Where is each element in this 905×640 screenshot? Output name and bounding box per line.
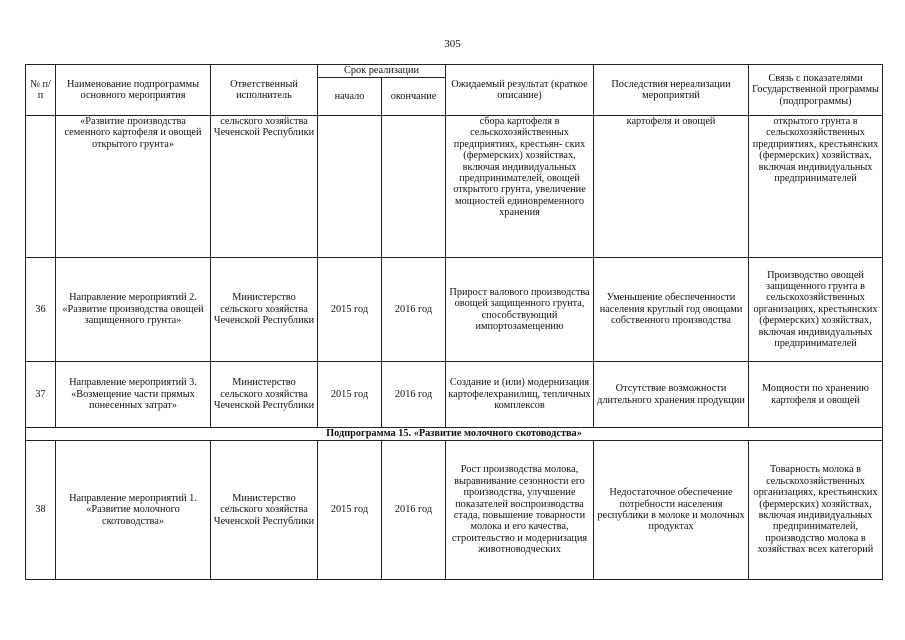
row-start	[318, 116, 382, 258]
row-executor: Министерство сельского хозяйства Чеченской Республики	[211, 258, 318, 362]
program-table	[25, 64, 883, 580]
subprogram-row	[26, 428, 883, 441]
header-executor: Ответственный исполнитель	[211, 65, 318, 116]
row-executor: Министерство сельского хозяйства Чеченской Республики	[211, 362, 318, 428]
row-name: Направление мероприятий 2. «Развитие производства овощей защищенного грунта»	[56, 258, 211, 362]
table-row	[26, 116, 883, 258]
row-num	[26, 116, 56, 258]
row-consequences: картофеля и овощей	[594, 116, 749, 258]
header-row	[26, 65, 883, 78]
row-name: «Развитие производства семенного картофеля и овощей открытого грунта»	[56, 116, 211, 258]
header-name: Наименование подпрограммы основного мероприятия	[56, 65, 211, 116]
row-name: Направление мероприятий 3. «Возмещение части прямых понесенных затрат»	[56, 362, 211, 428]
row-executor: Министерство сельского хозяйства Чеченской Республики	[211, 441, 318, 580]
row-indicators: Товарность молока в сельскохозяйственных организациях, крестьянских (фермерских) хозяйствах, включая индивидуальных предпринимателей, производство молока в хозяйствах всех категорий	[749, 441, 883, 580]
table-row	[26, 258, 883, 362]
page-number: 305	[444, 38, 461, 50]
row-start: 2015 год	[318, 362, 382, 428]
table-row	[26, 441, 883, 580]
row-start: 2015 год	[318, 258, 382, 362]
row-num: 37	[26, 362, 56, 428]
row-num: 36	[26, 258, 56, 362]
row-result: Рост производства молока, выравнивание сезонности его производства, улучшение показателей воспроизводства стада, повышение товарности молока и его качества, строительство и модернизация животноводческих	[446, 441, 594, 580]
row-result: сбора картофеля в сельскохозяйственных предприятиях, крестьян- ских (фермерских) хозяйствах, включая индивидуальных предпринимателей, овощей открытого грунта, увеличение мощностей единовременного хранения	[446, 116, 594, 258]
row-end: 2016 год	[382, 441, 446, 580]
row-consequences: Отсутствие возможности длительного хранения продукции	[594, 362, 749, 428]
row-name: Направление мероприятий 1. «Развитие молочного скотоводства»	[56, 441, 211, 580]
header-consequences: Последствия нереализации мероприятий	[594, 65, 749, 116]
row-indicators: Производство овощей защищенного грунта в сельскохозяйственных организациях, крестьянских (фермерских) хозяйствах, включая индивидуальных предпринимателей	[749, 258, 883, 362]
row-executor: сельского хозяйства Чеченской Республики	[211, 116, 318, 258]
row-result: Прирост валового производства овощей защищенного грунта, способствующий импортозамещению	[446, 258, 594, 362]
row-indicators: Мощности по хранению картофеля и овощей	[749, 362, 883, 428]
row-indicators: открытого грунта в сельскохозяйственных предприятиях, крестьянских (фермерских) хозяйствах, включая индивидуальных предпринимателей	[749, 116, 883, 258]
header-indicators: Связь с показателями Государственной программы (подпрограммы)	[749, 65, 883, 116]
row-result: Создание и (или) модернизация картофелехранилищ, тепличных комплексов	[446, 362, 594, 428]
header-num: № п/п	[26, 65, 56, 116]
header-result: Ожидаемый результат (краткое описание)	[446, 65, 594, 116]
header-end: окончание	[382, 78, 446, 116]
row-consequences: Уменьшение обеспеченности населения круглый год овощами собственного производства	[594, 258, 749, 362]
row-end: 2016 год	[382, 362, 446, 428]
row-end	[382, 116, 446, 258]
header-start: начало	[318, 78, 382, 116]
header-period: Срок реализации	[318, 65, 446, 78]
subprogram-title: Подпрограмма 15. «Развитие молочного скотоводства»	[26, 428, 883, 441]
row-end: 2016 год	[382, 258, 446, 362]
table-row	[26, 362, 883, 428]
row-start: 2015 год	[318, 441, 382, 580]
row-num: 38	[26, 441, 56, 580]
row-consequences: Недостаточное обеспечение потребности населения республики в молоке и молочных продуктах	[594, 441, 749, 580]
